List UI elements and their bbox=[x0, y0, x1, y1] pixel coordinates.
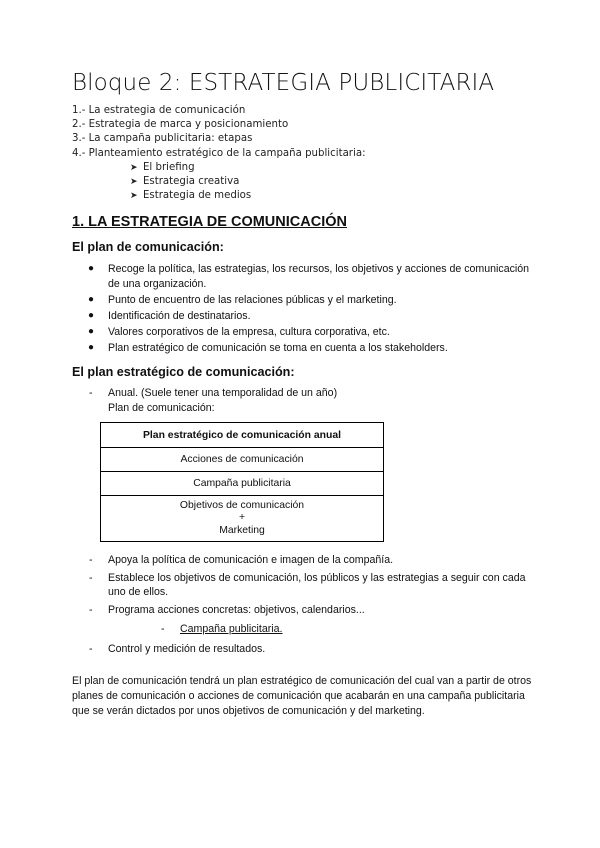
table-cell: Campaña publicitaria bbox=[101, 472, 384, 496]
dash-icon: - bbox=[89, 387, 93, 399]
bullet-icon: ● bbox=[88, 293, 95, 305]
dash-icon: - bbox=[161, 623, 165, 635]
list-item bbox=[72, 262, 532, 291]
list-item bbox=[72, 309, 532, 324]
toc-subitem-label: El briefing bbox=[143, 161, 195, 173]
bullet-icon: ● bbox=[88, 309, 95, 321]
toc-subitem-label: Estrategia creativa bbox=[143, 175, 240, 187]
list-item-text: Programa acciones concretas: objetivos, calendarios... bbox=[108, 603, 365, 616]
plan-heading: El plan de comunicación: bbox=[72, 240, 224, 254]
list-item bbox=[72, 603, 532, 618]
list-item bbox=[72, 293, 532, 308]
summary-paragraph: El plan de comunicación tendrá un plan estratégico de comunicación del cual van a partir de otros planes de comunicación o acciones de comunicación que acabarán en una campaña publicitaria que se verán dictados por unos objetivos de comunicación y del marketing. bbox=[72, 675, 532, 718]
arrow-icon: ➤ bbox=[130, 176, 138, 187]
list-item bbox=[72, 325, 532, 340]
bullet-icon: ● bbox=[88, 341, 95, 353]
list-item-continuation: Plan de comunicación: bbox=[108, 401, 215, 414]
toc-item: 1.- La estrategia de comunicación bbox=[72, 105, 246, 116]
bullet-icon: ● bbox=[88, 325, 95, 337]
arrow-icon: ➤ bbox=[130, 162, 138, 173]
dash-icon: - bbox=[89, 571, 93, 584]
table-cell bbox=[101, 496, 384, 542]
list-item-text: Valores corporativos de la empresa, cultura corporativa, etc. bbox=[108, 325, 390, 338]
toc-item: 2.- Estrategia de marca y posicionamiento bbox=[72, 119, 289, 131]
table-cell-line: Marketing bbox=[219, 524, 265, 536]
toc-item: 4.- Planteamiento estratégico de la campaña publicitaria: bbox=[72, 147, 366, 159]
table-of-contents bbox=[72, 104, 366, 203]
campaign-link[interactable]: Campaña publicitaria. bbox=[180, 623, 283, 635]
list-item-text: Identificación de destinatarios. bbox=[108, 309, 251, 322]
table-cell: Acciones de comunicación bbox=[101, 448, 384, 472]
list-item bbox=[72, 553, 532, 568]
list-item bbox=[72, 571, 532, 600]
list-item-text: Punto de encuentro de las relaciones públicas y el marketing. bbox=[108, 293, 397, 306]
list-item-text: Anual. (Suele tener una temporalidad de un año) bbox=[108, 387, 338, 399]
list-item-text: Plan estratégico de comunicación se toma en cuenta a los stakeholders. bbox=[108, 341, 448, 354]
list-item bbox=[72, 341, 532, 356]
list-item bbox=[72, 642, 532, 657]
list-item-text: Control y medición de resultados. bbox=[108, 643, 266, 655]
list-item bbox=[144, 622, 444, 637]
page-title: Bloque 2: ESTRATEGIA PUBLICITARIA bbox=[72, 70, 495, 96]
toc-subitem-label: Estrategia de medios bbox=[143, 190, 252, 202]
list-item-text: Apoya la política de comunicación e imagen de la compañía. bbox=[108, 554, 394, 566]
list-item bbox=[72, 386, 532, 401]
strategic-dash-list bbox=[72, 553, 532, 617]
bullet-icon: ● bbox=[88, 263, 95, 274]
arrow-icon: ➤ bbox=[130, 191, 138, 202]
table-header-cell: Plan estratégico de comunicación anual bbox=[101, 423, 384, 448]
section-heading: 1. LA ESTRATEGIA DE COMUNICACIÓN bbox=[72, 214, 347, 230]
control-dash-item bbox=[72, 642, 532, 657]
dash-icon: - bbox=[89, 603, 93, 616]
toc-item: 3.- La campaña publicitaria: etapas bbox=[72, 133, 253, 145]
plan-bullet-list bbox=[72, 262, 532, 357]
annual-dash-item bbox=[72, 386, 532, 415]
toc-subitem bbox=[72, 175, 366, 189]
table-cell-line: Objetivos de comunicación bbox=[179, 499, 305, 511]
toc-subitem bbox=[72, 189, 366, 203]
toc-subitem bbox=[72, 161, 366, 175]
plus-sign: + bbox=[238, 512, 246, 524]
list-item-text: Recoge la política, las estrategias, los recursos, los objetivos y acciones de comunicación de una organización. bbox=[108, 263, 530, 290]
strategic-plan-table bbox=[100, 422, 384, 542]
dash-icon: - bbox=[89, 643, 93, 655]
dash-icon: - bbox=[89, 554, 93, 566]
sub-dash-item bbox=[144, 622, 444, 637]
strategic-plan-heading: El plan estratégico de comunicación: bbox=[72, 365, 295, 379]
list-item-text: Establece los objetivos de comunicación, los públicos y las estrategias a seguir con cada uno de ellos. bbox=[108, 571, 526, 599]
